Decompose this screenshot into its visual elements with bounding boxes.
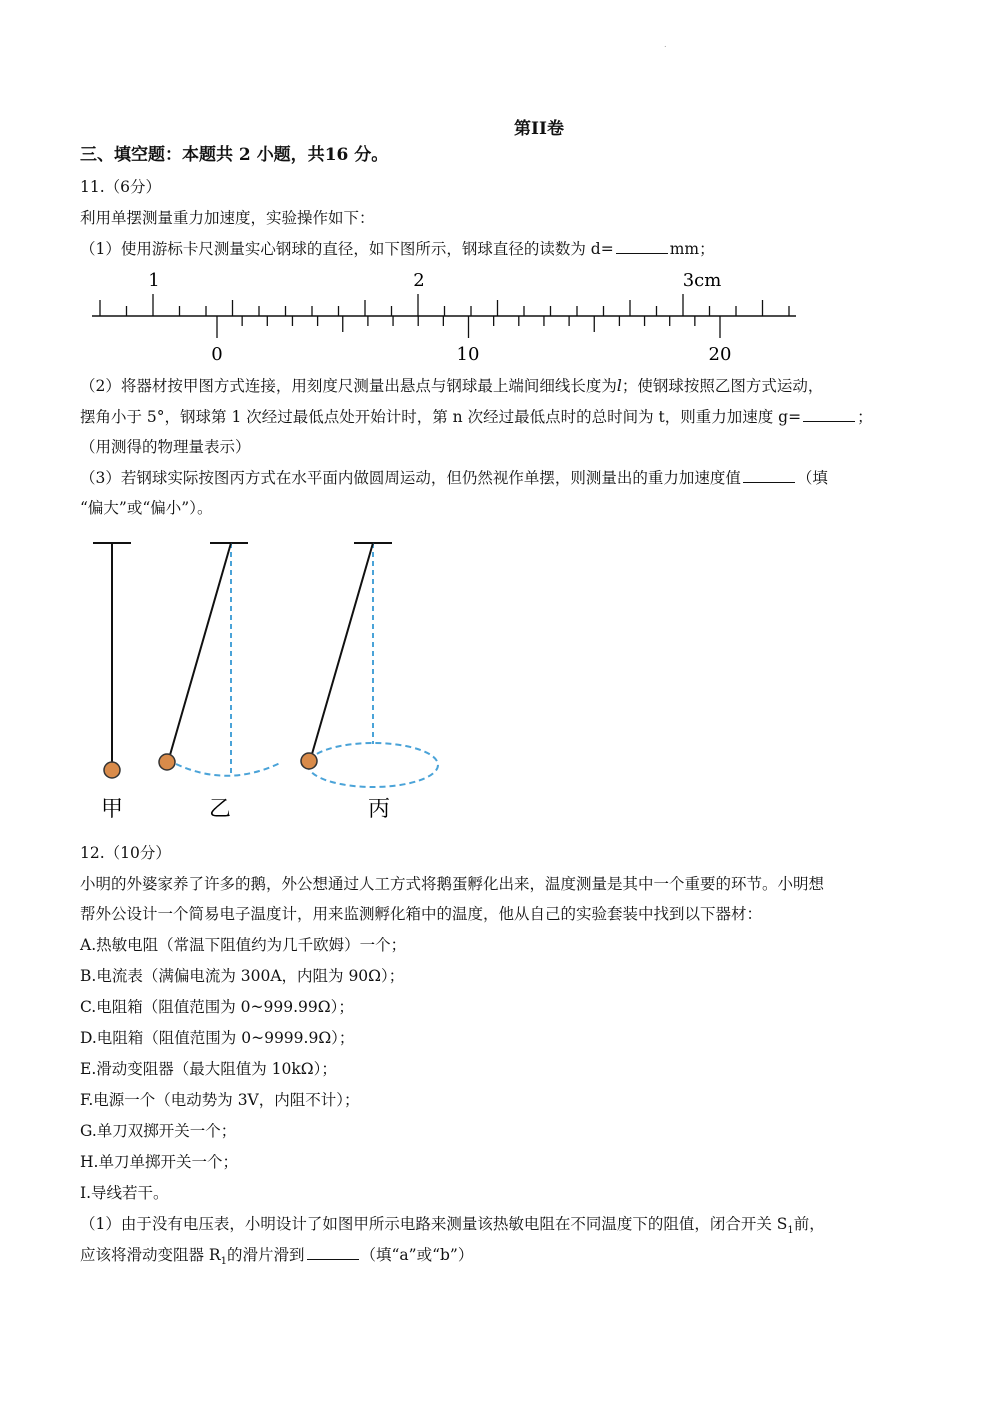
- equipment-item: I.导线若干。: [80, 1184, 169, 1202]
- q11-part2-line1: （2）将器材按甲图方式连接，用刻度尺测量出悬点与钢球最上端间细线长度为l；使钢球按照乙图方式运动，: [80, 377, 824, 395]
- q11-part3-line1: （3）若钢球实际按图丙方式在水平面内做圆周运动，但仍然视作单摆，则测量出的重力加速度值 （填: [80, 469, 828, 487]
- label-jia: 甲: [100, 797, 124, 822]
- q12-intro-line1: 小明的外婆家养了许多的鹅，外公想通过人工方式将鹅蛋孵化出来，温度测量是其中一个重要的环节。小明想: [80, 875, 825, 893]
- equipment-item: C.电阻箱（阻值范围为 0~999.99Ω）；: [80, 998, 354, 1016]
- equipment-item: F.电源一个（电动势为 3V，内阻不计）；: [80, 1091, 360, 1109]
- q11-part2-line2: 摆角小于 5°，钢球第 1 次经过最低点处开始计时，第 n 次经过最低点时的总时间为 t，则重力加速度 g= ；: [80, 408, 873, 426]
- label-bing: 丙: [367, 797, 391, 822]
- equipment-item: H.单刀单掷开关一个；: [80, 1153, 238, 1171]
- equipment-item: A.热敏电阻（常温下阻值约为几千欧姆）一个；: [80, 936, 407, 954]
- answer-blank[interactable]: [743, 468, 795, 483]
- q12-part1-line2: 应该将滑动变阻器 $R_1$的滑片滑到 （填“a”或“b”）: [80, 1246, 474, 1268]
- q11-part2-line3: （用测得的物理量表示）: [80, 438, 251, 456]
- pendulum-ball: [301, 753, 317, 769]
- q11-part1: （1）使用游标卡尺测量实心钢球的直径，如下图所示，钢球直径的读数为 d= mm；: [80, 240, 715, 258]
- pendulum-diagrams: [0, 530, 992, 830]
- pendulum-bing: [301, 543, 438, 787]
- q12-number: 12.（10分）: [80, 844, 171, 862]
- answer-blank[interactable]: [307, 1245, 359, 1260]
- q11-intro: 利用单摆测量重力加速度，实验操作如下：: [80, 209, 375, 227]
- equipment-item: D.电阻箱（阻值范围为 0~9999.9Ω）；: [80, 1029, 355, 1047]
- vernier-label-10: 10: [456, 344, 480, 365]
- q12-part1-line1: （1）由于没有电压表，小明设计了如图甲所示电路来测量该热敏电阻在不同温度下的阻值，闭合开关 $S_1$前，: [80, 1215, 825, 1237]
- q11-part3-line2: “偏大”或“偏小”）。: [80, 499, 213, 517]
- pendulum-ball: [104, 762, 120, 778]
- main-scale-label-3cm: 3cm: [682, 270, 722, 291]
- label-yi: 乙: [208, 797, 232, 822]
- equipment-item: G.单刀双掷开关一个；: [80, 1122, 237, 1140]
- vernier-label-20: 20: [708, 344, 732, 365]
- vernier-caliper-diagram: [0, 0, 992, 380]
- pendulum-yi: [159, 543, 280, 776]
- pendulum-ball: [159, 754, 175, 770]
- page-mark: .: [664, 40, 667, 49]
- equipment-item: B.电流表（满偏电流为 300A，内阻为 90Ω）；: [80, 967, 405, 985]
- pendulum-jia: [93, 543, 131, 778]
- volume-title: 第II卷: [514, 119, 564, 139]
- q12-intro-line2: 帮外公设计一个简易电子温度计，用来监测孵化箱中的温度，他从自己的实验套装中找到以下器材：: [80, 905, 763, 923]
- vernier-label-0: 0: [211, 344, 223, 365]
- main-scale-label-1: 1: [148, 270, 160, 291]
- main-scale-label-2: 2: [413, 270, 425, 291]
- q11-number: 11.（6分）: [80, 178, 162, 196]
- equipment-item: E.滑动变阻器（最大阻值为 10kΩ）；: [80, 1060, 337, 1078]
- answer-blank[interactable]: [803, 407, 855, 422]
- section-heading: 三、填空题：本题共 2 小题，共16 分。: [80, 145, 389, 165]
